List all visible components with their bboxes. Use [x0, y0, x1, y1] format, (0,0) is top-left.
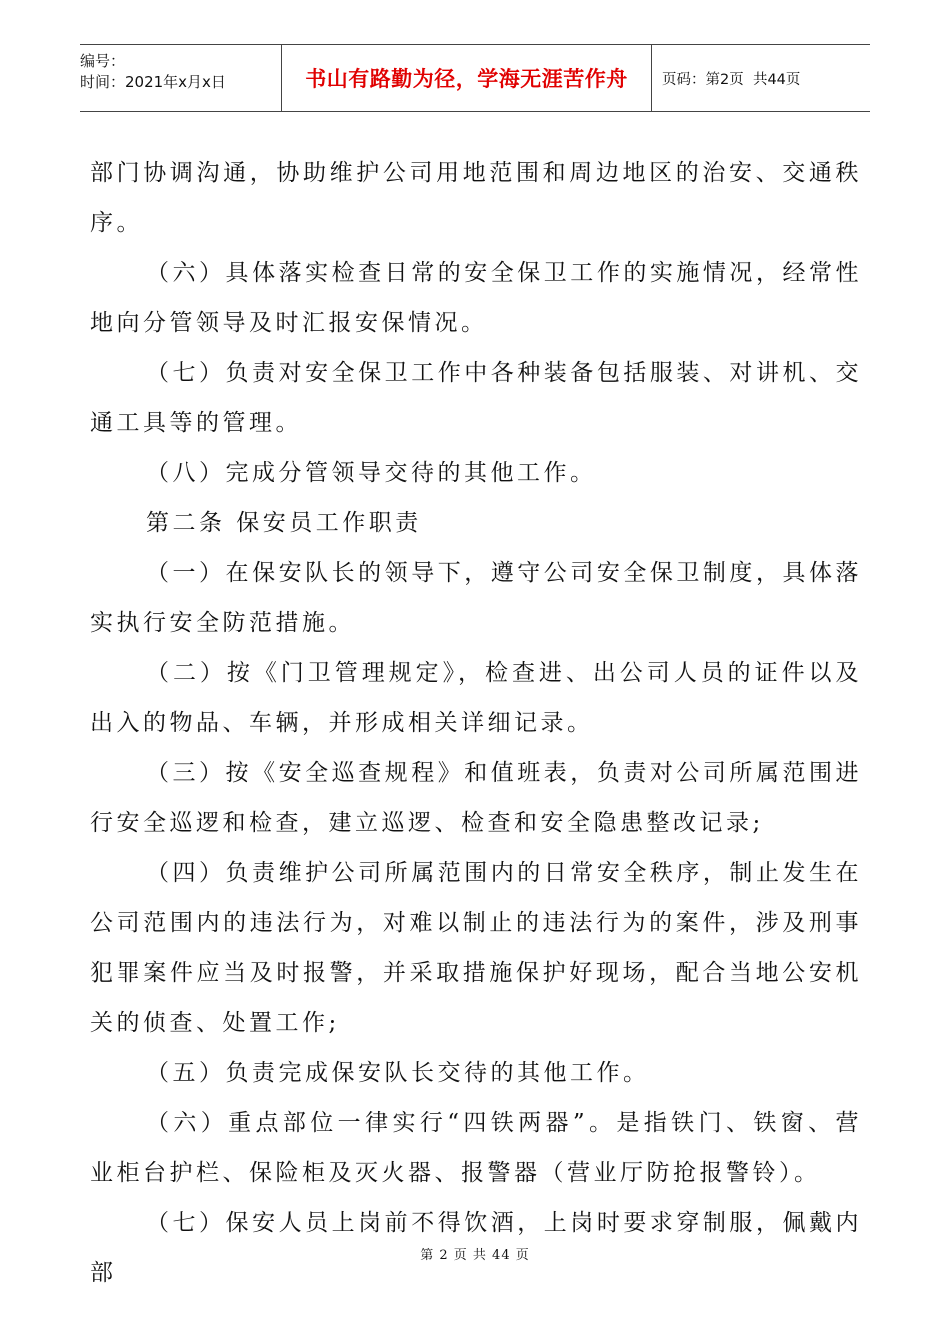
paragraph: （二）按《门卫管理规定》，检查进、出公司人员的证件以及出入的物品、车辆，并形成相关详细记录。: [90, 660, 862, 736]
header-meta: [80, 45, 282, 111]
header-motto: 书山有路勤为径，学海无涯苦作舟: [282, 45, 652, 111]
paragraph: （四）负责维护公司所属范围内的日常安全秩序，制止发生在公司范围内的违法行为，对难以制止的违法行为的案件，涉及刑事犯罪案件应当及时报警，并采取措施保护好现场，配合当地公安机关的侦查、处置工作;: [90, 860, 862, 1036]
document-date: 时间：2021年x月x日: [80, 73, 226, 91]
paragraph: （五）负责完成保安队长交待的其他工作。: [146, 1060, 650, 1086]
page-footer: 第 2 页 共 44 页: [420, 1248, 530, 1263]
paragraph: （三）按《安全巡查规程》和值班表，负责对公司所属范围进行安全巡逻和检查，建立巡逻、检查和安全隐患整改记录;: [90, 760, 862, 836]
paragraph: （六）重点部位一律实行“四铁两器”。是指铁门、铁窗、营业柜台护栏、保险柜及灭火器、报警器（营业厅防抢报警铃）。: [90, 1110, 862, 1186]
paragraph: （八）完成分管领导交待的其他工作。: [146, 460, 597, 486]
paragraph: （七）保安人员上岗前不得饮酒，上岗时要求穿制服，佩戴内部: [90, 1210, 862, 1286]
document-number-label: 编号：: [80, 52, 126, 70]
paragraph: （七）负责对安全保卫工作中各种装备包括服装、对讲机、交通工具等的管理。: [90, 360, 862, 436]
page-header: [80, 44, 870, 112]
paragraph: （一）在保安队长的领导下，遵守公司安全保卫制度，具体落实执行安全防范措施。: [90, 560, 862, 636]
section-heading: 第二条 保安员工作职责: [146, 510, 422, 536]
document-body: [90, 148, 862, 1298]
paragraph: （六）具体落实检查日常的安全保卫工作的实施情况，经常性地向分管领导及时汇报安保情况。: [90, 260, 862, 336]
paragraph: 部门协调沟通，协助维护公司用地范围和周边地区的治安、交通秩序。: [90, 160, 862, 236]
header-page-info: 页码：第2页 共44页: [662, 71, 801, 88]
